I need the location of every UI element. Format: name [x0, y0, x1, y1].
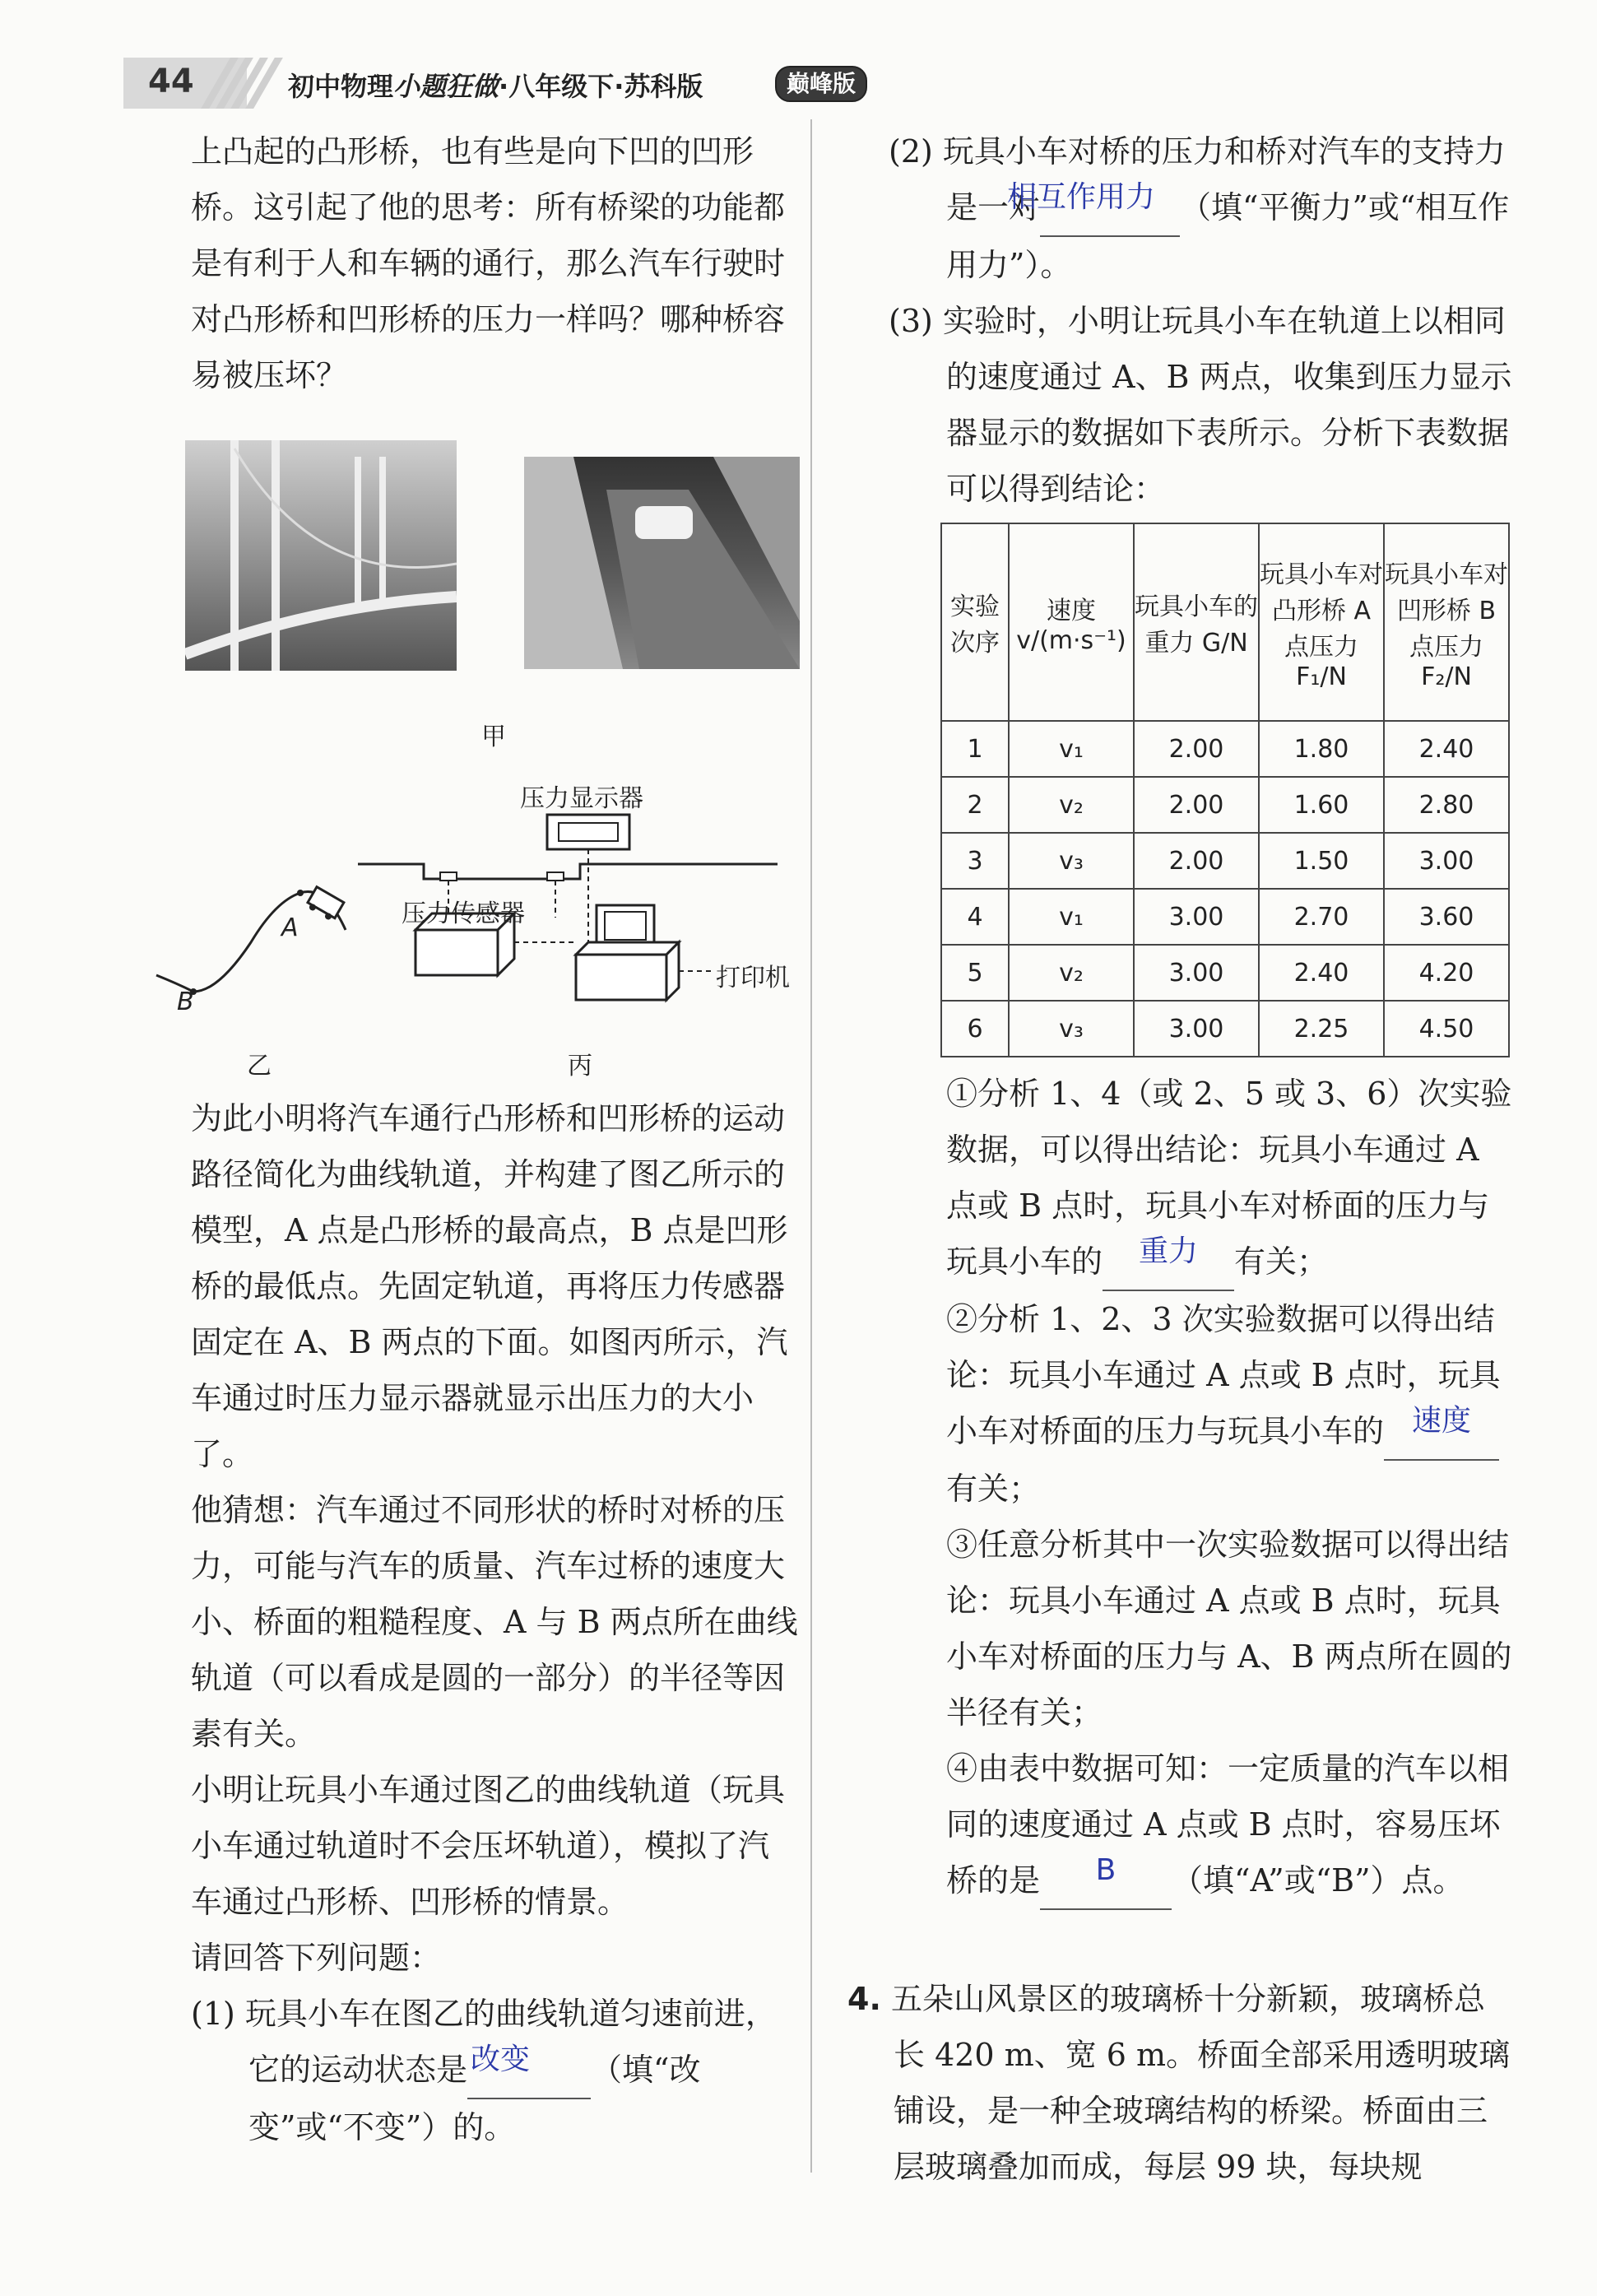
bridge-photo [185, 440, 457, 671]
table-row [941, 945, 1509, 1001]
table-cell: 3.00 [1134, 945, 1259, 1001]
data-table [940, 523, 1510, 1057]
table-cell: 2.25 [1259, 1001, 1384, 1057]
table-row [941, 833, 1509, 889]
table-header: 玩具小车对凹形桥 B 点压力 F₂/N [1384, 523, 1509, 721]
table-cell: 1.50 [1259, 833, 1384, 889]
figure-label-yi: 乙 [247, 1052, 272, 1081]
edition-badge: 巅峰版 [775, 66, 867, 102]
table-cell: 3.00 [1134, 1001, 1259, 1057]
table-header: 玩具小车对凸形桥 A 点压力 F₁/N [1259, 523, 1384, 721]
question-4-text: 4. 五朵山风景区的玻璃桥十分新颖，玻璃桥总长 420 m、宽 6 m。桥面全部采用透明玻璃铺设，是一种全玻璃结构的桥梁。桥面由三层玻璃叠加而成，每层 99 块，每块规 [847, 1981, 1511, 2185]
glass-bridge-photo [524, 457, 800, 669]
figure-label-jia: 甲 [481, 723, 506, 751]
table-cell: 1.80 [1259, 721, 1384, 777]
intro-paragraph: 上凸起的凸形桥，也有些是向下凹的凹形桥。这引起了他的思考：所有桥梁的功能都是有利于人和车辆的通行，那么汽车行驶时对凸形桥和凹形桥的压力一样吗？哪种桥容易被压坏？ [191, 133, 786, 393]
book-title: 初中物理小题狂做·八年级下·苏科版 [288, 71, 703, 102]
sub-question-3: ③任意分析其中一次实验数据可以得出结论：玩具小车通过 A 点或 B 点时，玩具小车对桥面的压力与 A、B 两点所在圆的半径有关； [946, 1527, 1512, 1731]
table-cell: v₁ [1009, 721, 1134, 777]
question-4-number: 4. [847, 1981, 881, 2017]
table-cell: 2 [941, 777, 1009, 833]
question-2: (2) 玩具小车对桥的压力和桥对汽车的支持力是一对 相互作用力 （填“平衡力”或“相互作用力”）。 [889, 133, 1510, 283]
table-cell: 1.60 [1259, 777, 1384, 833]
table-cell: 2.00 [1134, 721, 1259, 777]
label-pressure-display: 压力显示器 [520, 784, 643, 813]
table-header: 速度 v/(m·s⁻¹) [1009, 523, 1134, 721]
table-row [941, 721, 1509, 777]
table-cell: 2.70 [1259, 889, 1384, 945]
sensor-box [415, 930, 498, 975]
table-cell: 2.40 [1259, 945, 1384, 1001]
table-row [941, 1001, 1509, 1057]
hypothesis-paragraph: 他猜想：汽车通过不同形状的桥时对桥的压力，可能与汽车的质量、汽车过桥的速度大小、桥面的粗糙程度、A 与 B 两点所在曲线轨道（可以看成是圆的一部分）的半径等因素有关。 [191, 1492, 798, 1752]
table-cell: 5 [941, 945, 1009, 1001]
table-row [941, 777, 1509, 833]
table-cell: 2.00 [1134, 777, 1259, 833]
label-point-a: A [281, 913, 299, 942]
table-cell: 4.50 [1384, 1001, 1509, 1057]
glass-bridge-illustration [524, 457, 800, 669]
table-cell: 4 [941, 889, 1009, 945]
table-cell: v₂ [1009, 945, 1134, 1001]
column-divider [810, 119, 812, 2173]
sensor-pad [440, 872, 457, 881]
table-row [941, 889, 1509, 945]
table-cell: v₂ [1009, 777, 1134, 833]
question-4 [847, 1971, 1514, 2195]
table-cell: v₁ [1009, 889, 1134, 945]
simulation-paragraph: 小明让玩具小车通过图乙的曲线轨道（玩具小车通过轨道时不会压坏轨道），模拟了汽车通过凸形桥、凹形桥的情景。 [191, 1772, 786, 1920]
label-pressure-sensor: 压力传感器 [402, 899, 525, 928]
table-cell: v₃ [1009, 1001, 1134, 1057]
sub-questions [946, 1066, 1514, 1910]
page-header [123, 58, 880, 109]
sensor-pad [547, 872, 564, 881]
label-point-b: B [177, 988, 194, 1016]
table-cell: v₃ [1009, 833, 1134, 889]
answer-blank-s1[interactable]: 重力 [1103, 1234, 1234, 1291]
sub-question-2: ②分析 1、2、3 次实验数据可以得出结论：玩具小车通过 A 点或 B 点时，玩具小车对桥面的压力与玩具小车的 速度 有关； [946, 1301, 1501, 1507]
table-header: 玩具小车的重力 G/N [1134, 523, 1259, 721]
question-1: (1) 玩具小车在图乙的曲线轨道匀速前进，它的运动状态是 改变 （填“改变”或“不变”）的。 [191, 1996, 777, 2145]
suspension-bridge-illustration [185, 440, 457, 671]
table-cell: 3.00 [1384, 833, 1509, 889]
right-column [889, 123, 1514, 517]
page-number: 44 [148, 63, 194, 100]
rail [358, 864, 778, 879]
answer-blank-s2[interactable]: 速度 [1384, 1403, 1499, 1461]
table-cell: 2.40 [1384, 721, 1509, 777]
sub-question-4: ④由表中数据可知：一定质量的汽车以相同的速度通过 A 点或 B 点时，容易压坏桥的是 B （填“A”或“B”）点。 [946, 1741, 1514, 1910]
answer-blank-2[interactable]: 相互作用力 [1040, 179, 1180, 237]
table-cell: 2.80 [1384, 777, 1509, 833]
left-column [191, 123, 800, 403]
table-cell: 6 [941, 1001, 1009, 1057]
question-3: (3) 实验时，小明让玩具小车在轨道上以相同的速度通过 A、B 两点，收集到压力显示器显示的数据如下表所示。分析下表数据可以得到结论： [889, 303, 1512, 507]
model-paragraph: 为此小明将汽车通行凸形桥和凹形桥的运动路径简化为曲线轨道，并构建了图乙所示的模型，A 点是凸形桥的最高点，B 点是凹形桥的最低点。先固定轨道，再将压力传感器固定在 A、B 两点的下面。如图丙所示，汽车通过时压力显示器就显示出压力的大小了。 [191, 1100, 788, 1472]
table-cell: 3 [941, 833, 1009, 889]
table-cell: 2.00 [1134, 833, 1259, 889]
answer-blank-1[interactable]: 改变 [467, 2042, 591, 2099]
printer [576, 955, 666, 1000]
table-cell: 4.20 [1384, 945, 1509, 1001]
table-cell: 3.00 [1134, 889, 1259, 945]
sub-question-1: ①分析 1、4（或 2、5 或 3、6）次实验数据，可以得出结论：玩具小车通过 A 点或 B 点时，玩具小车对桥面的压力与玩具小车的 重力 有关； [946, 1066, 1514, 1291]
table-cell: 3.60 [1384, 889, 1509, 945]
instruction: 请回答下列问题： [191, 1940, 442, 1976]
answer-blank-s4[interactable]: B [1040, 1852, 1172, 1910]
table-header: 实验次序 [941, 523, 1009, 721]
left-column-continued [191, 1090, 800, 2155]
table-cell: 1 [941, 721, 1009, 777]
figure-label-bing: 丙 [568, 1052, 592, 1081]
label-printer: 打印机 [716, 964, 790, 992]
data-table-wrapper [940, 523, 1510, 1057]
